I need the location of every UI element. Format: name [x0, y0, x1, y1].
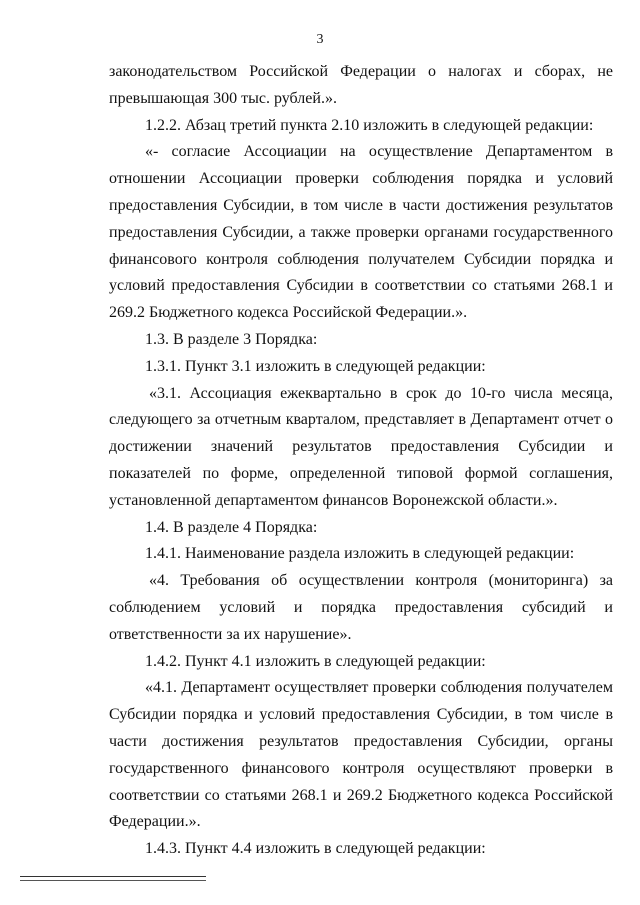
- paragraph-quote-consent: «- согласие Ассоциации на осуществление Департаментом в отношении Ассоциации проверки соблюдения порядка и условий предоставления Субсидии, в том числе в части достижения результатов предоставления Субсидии, а также проверки органами государственного финансового контроля соблюдения получателем Субсидии порядка и условий предоставления Субсидии в соответствии со статьями 268.1 и 269.2 Бюджетного кодекса Российской Федерации.».: [109, 143, 613, 322]
- paragraph-continuation: законодательством Российской Федерации о налогах и сборах, не превышающая 300 тыс. рублей.».: [109, 63, 613, 107]
- paragraph-quote-4-1: «4.1. Департамент осуществляет проверки соблюдения получателем Субсидии порядка и условий предоставления Субсидии, в том числе в части достижения результатов предоставления Субсидии, органы государственного финансового контроля осуществляют проверки в соответствии со статьями 268.1 и 269.2 Бюджетного кодекса Российской Федерации.».: [109, 679, 613, 831]
- paragraph-1-4-3: 1.4.3. Пункт 4.4 изложить в следующей редакции:: [145, 840, 486, 858]
- footer-divider: [20, 876, 206, 877]
- footer-divider-secondary: [20, 880, 206, 881]
- paragraph-1-4-2: 1.4.2. Пункт 4.1 изложить в следующей редакции:: [145, 652, 486, 670]
- paragraph-1-4-1: 1.4.1. Наименование раздела изложить в следующей редакции:: [145, 545, 575, 563]
- paragraph-1-3-1: 1.3.1. Пункт 3.1 изложить в следующей редакции:: [145, 357, 486, 375]
- paragraph-quote-4: «4. Требования об осуществлении контроля (мониторинга) за соблюдением условий и порядка предоставления субсидий и ответственности за их нарушение».: [109, 572, 613, 643]
- paragraph-1-4: 1.4. В разделе 4 Порядка:: [145, 518, 318, 536]
- paragraph-quote-3-1: «3.1. Ассоциация ежеквартально в срок до 10-го числа месяца, следующего за отчетным кварталом, представляет в Департамент отчет о достижении значений результатов предоставления Субсидии и показателей по форме, определенной типовой формой соглашения, установленной департаментом финансов Воронежской области.».: [109, 384, 613, 509]
- paragraph-1-3: 1.3. В разделе 3 Порядка:: [145, 330, 318, 348]
- document-body: [109, 59, 613, 863]
- paragraph-1-2-2: 1.2.2. Абзац третий пункта 2.10 изложить в следующей редакции:: [145, 116, 594, 134]
- page-number: 3: [316, 32, 324, 47]
